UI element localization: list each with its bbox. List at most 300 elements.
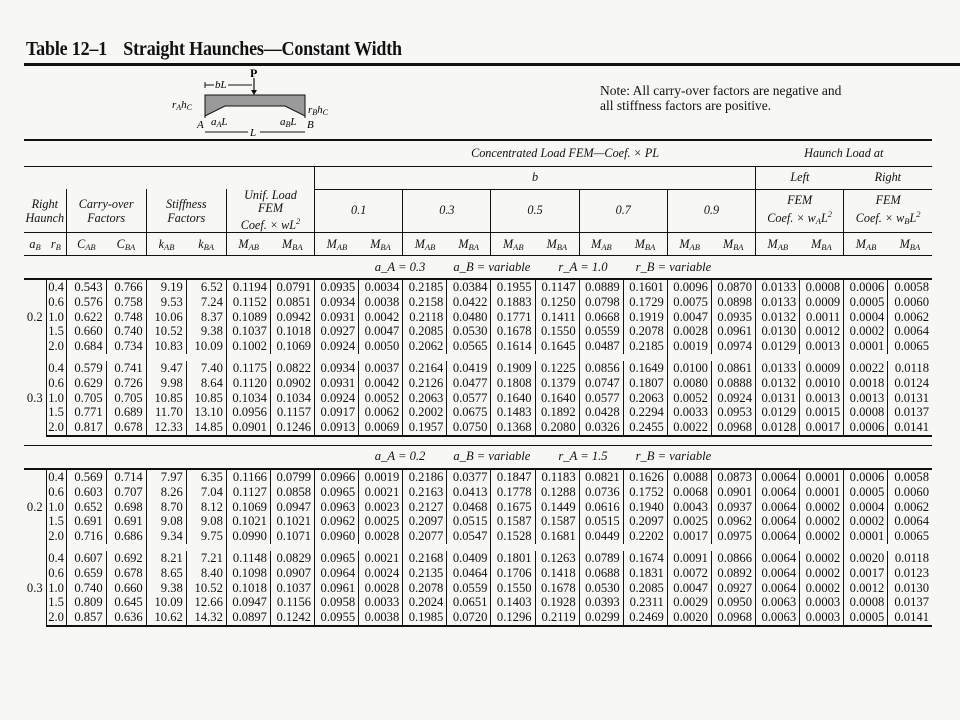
cell: 0.0927 [315, 324, 359, 339]
col-MAB: $M_{AB}$ [403, 233, 447, 256]
cell: 0.1152 [226, 295, 270, 310]
cell: 0.0013 [800, 391, 844, 406]
col-MAB: $M_{AB}$ [667, 233, 711, 256]
cell: 9.38 [186, 324, 226, 339]
cell: 0.1587 [491, 514, 535, 529]
cell: 0.2119 [535, 610, 579, 626]
cell: 0.0128 [756, 420, 800, 436]
col-MBA: $M_{BA}$ [270, 233, 314, 256]
cell: 0.0052 [359, 391, 403, 406]
cell: 0.1892 [535, 405, 579, 420]
svg-text:aAL: aAL [211, 116, 228, 129]
title-rule [24, 63, 960, 66]
cell: 14.32 [186, 610, 226, 626]
cell: 0.0870 [711, 279, 755, 295]
section-parameters [24, 445, 932, 469]
cell: 0.0960 [315, 529, 359, 544]
cell: 0.1985 [403, 610, 447, 626]
cell: 0.0012 [844, 581, 888, 596]
col-CAB: $C_{AB}$ [66, 233, 106, 256]
param-aB: a_B = variable [453, 259, 531, 274]
cell: 0.0002 [800, 500, 844, 515]
table-row [24, 581, 932, 596]
cell: 0.0021 [359, 551, 403, 566]
cell: 0.0961 [315, 581, 359, 596]
cell: 10.52 [146, 324, 186, 339]
cell: 0.0530 [447, 324, 491, 339]
cell: 8.40 [186, 566, 226, 581]
cell: 0.2063 [623, 391, 667, 406]
cell: 0.0042 [359, 376, 403, 391]
cell: 0.0750 [447, 420, 491, 436]
cell: 0.0029 [667, 595, 711, 610]
cell: 0.0515 [447, 514, 491, 529]
cell: 0.0018 [844, 376, 888, 391]
cell: 0.0002 [800, 514, 844, 529]
table-row [24, 391, 932, 406]
cell: 2.0 [46, 610, 66, 626]
cell: 0.1678 [535, 581, 579, 596]
cell: 0.766 [106, 279, 146, 295]
col-aB: $a_B$ [24, 233, 46, 256]
cell: 0.0384 [447, 279, 491, 295]
cell: 0.758 [106, 295, 146, 310]
cell: 0.1674 [623, 551, 667, 566]
cell: 0.0942 [270, 310, 314, 325]
cell: 0.1847 [491, 469, 535, 485]
cell: 6.52 [186, 279, 226, 295]
cell: 0.0953 [711, 405, 755, 420]
cell: 0.0008 [844, 405, 888, 420]
cell: 0.678 [106, 420, 146, 436]
cell: 0.1021 [270, 514, 314, 529]
fem-left-heading: FEM Coef. × $w_AL^2$ [756, 189, 844, 233]
cell: 0.0897 [226, 610, 270, 626]
cell: 10.85 [146, 391, 186, 406]
cell: 0.0001 [800, 469, 844, 485]
unif-load-heading: Unif. Load FEM Coef. × $wL^2$ [226, 189, 314, 233]
cell: 0.0133 [756, 361, 800, 376]
haunch-load-heading: Haunch Load at [804, 146, 884, 160]
cell: 0.0917 [315, 405, 359, 420]
cell: 0.0958 [315, 595, 359, 610]
cell: 0.2135 [403, 566, 447, 581]
cell: 0.0124 [894, 375, 929, 390]
cell: 0.2085 [623, 581, 667, 596]
cell: 0.645 [106, 595, 146, 610]
cell: 0.1940 [623, 500, 667, 515]
cell: 0.0015 [800, 405, 844, 420]
cell: 0.0913 [315, 420, 359, 436]
param-aA: a_A = 0.3 [374, 259, 426, 274]
cell: 0.1928 [535, 595, 579, 610]
cell: 0.1957 [403, 420, 447, 436]
cell: 0.1037 [270, 581, 314, 596]
note-line-2: all stiffness factors are positive. [600, 98, 772, 113]
param-rB: r_B = variable [635, 449, 712, 464]
cell: 0.0064 [756, 500, 800, 515]
cell: 0.2077 [403, 529, 447, 544]
cell: 0.0064 [756, 529, 800, 544]
col-kBA: $k_{BA}$ [186, 233, 226, 256]
cell: 0.0798 [579, 295, 623, 310]
cell: 0.652 [66, 500, 106, 515]
cell: 0.0008 [800, 279, 844, 295]
cell: 0.1778 [491, 485, 535, 500]
cell: 14.85 [186, 420, 226, 436]
aB-value: 0.3 [24, 551, 46, 626]
col-MBA: $M_{BA}$ [447, 233, 491, 256]
cell: 0.1601 [623, 279, 667, 295]
cell: 1.0 [46, 310, 66, 325]
cell: 0.0064 [894, 514, 929, 529]
cell: 0.0010 [800, 376, 844, 391]
cell: 0.1148 [226, 551, 270, 566]
cell: 0.0141 [888, 420, 932, 436]
cell: 0.0901 [711, 485, 755, 500]
cell: 0.0017 [800, 420, 844, 436]
cell: 0.0047 [667, 310, 711, 325]
cell: 0.0931 [315, 310, 359, 325]
cell: 0.0005 [844, 610, 888, 626]
cell: 0.1403 [491, 595, 535, 610]
cell: 0.1069 [270, 339, 314, 354]
cell: 0.0968 [711, 420, 755, 436]
cell: 8.37 [186, 310, 226, 325]
col-MAB: $M_{AB}$ [315, 233, 359, 256]
cell: 0.0003 [800, 595, 844, 610]
svg-text:bL: bL [215, 79, 227, 91]
cell: 0.0006 [844, 420, 888, 436]
cell: 1.5 [46, 324, 66, 339]
cell: 0.0065 [894, 529, 929, 544]
cell: 0.2202 [623, 529, 667, 544]
cell: 0.691 [66, 514, 106, 529]
cell: 0.0052 [667, 391, 711, 406]
cell: 0.1225 [535, 361, 579, 376]
stiffness-heading: Stiffness Factors [146, 189, 226, 233]
cell: 0.0892 [711, 566, 755, 581]
cell: 12.33 [146, 420, 186, 436]
cell: 0.0002 [800, 551, 844, 566]
cell: 0.2127 [403, 500, 447, 515]
cell: 0.0547 [447, 529, 491, 544]
cell: 0.1089 [226, 310, 270, 325]
cell: 0.0008 [844, 595, 888, 610]
cell: 0.1156 [270, 595, 314, 610]
col-MAB: $M_{AB}$ [756, 233, 800, 256]
cell: 0.0858 [270, 485, 314, 500]
cell: 0.0069 [359, 420, 403, 436]
cell: 0.0955 [315, 610, 359, 626]
cell: 10.09 [186, 339, 226, 354]
cell: 0.0515 [579, 514, 623, 529]
cell: 0.1483 [491, 405, 535, 420]
cell: 1.0 [46, 581, 66, 596]
cell: 0.1034 [270, 391, 314, 406]
cell: 0.0934 [315, 361, 359, 376]
cell: 0.0004 [844, 310, 888, 325]
cell: 1.5 [46, 514, 66, 529]
b-0.1: 0.1 [315, 189, 403, 233]
cell: 0.1626 [623, 469, 667, 485]
cell: 0.678 [106, 566, 146, 581]
cell: 0.0791 [270, 279, 314, 295]
cell: 0.1288 [535, 485, 579, 500]
cell: 0.0990 [226, 529, 270, 544]
param-rB: r_B = variable [635, 259, 712, 274]
cell: 0.6 [46, 376, 66, 391]
cell: 0.1675 [491, 500, 535, 515]
cell: 0.1120 [226, 376, 270, 391]
cell: 0.0023 [359, 500, 403, 515]
cell: 0.0009 [800, 361, 844, 376]
cell: 0.2163 [403, 485, 447, 500]
cell: 0.0377 [447, 469, 491, 485]
cell: 0.1807 [623, 376, 667, 391]
cell: 8.70 [146, 500, 186, 515]
cell: 0.0975 [711, 529, 755, 544]
cell: 0.0020 [667, 610, 711, 626]
cell: 0.0129 [756, 405, 800, 420]
cell: 0.0063 [756, 595, 800, 610]
cell: 0.1411 [535, 310, 579, 325]
cell: 0.771 [66, 405, 106, 420]
table-title [26, 38, 402, 61]
cell: 6.35 [186, 469, 226, 485]
cell: 0.1909 [491, 361, 535, 376]
cell: 0.0064 [756, 485, 800, 500]
cell: 0.684 [66, 339, 106, 354]
cell: 0.0062 [894, 309, 929, 324]
cell: 0.1883 [491, 295, 535, 310]
cell: 0.1729 [623, 295, 667, 310]
cell: 0.2078 [403, 581, 447, 596]
table-row [24, 551, 932, 566]
cell: 0.0326 [579, 420, 623, 436]
cell: 0.0559 [447, 581, 491, 596]
cell: 0.0047 [359, 324, 403, 339]
cell: 0.0487 [579, 339, 623, 354]
cell: 0.1002 [226, 339, 270, 354]
cell: 0.0022 [844, 361, 888, 376]
cell: 0.0688 [579, 566, 623, 581]
cell: 0.0013 [800, 339, 844, 354]
haunch-beam-diagram [170, 66, 350, 138]
cell: 0.0530 [579, 581, 623, 596]
cell: 0.2455 [623, 420, 667, 436]
cell: 0.0902 [270, 376, 314, 391]
cell: 0.2186 [403, 469, 447, 485]
cell: 0.2002 [403, 405, 447, 420]
cell: 0.0133 [756, 279, 800, 295]
cell: 0.0033 [667, 405, 711, 420]
cell: 0.0002 [800, 529, 844, 544]
cell: 0.0012 [800, 324, 844, 339]
cell: 0.0064 [756, 514, 800, 529]
cell: 0.0062 [359, 405, 403, 420]
cell: 0.0965 [315, 551, 359, 566]
cell: 0.1183 [535, 469, 579, 485]
cell: 0.1157 [270, 405, 314, 420]
cell: 0.1246 [270, 420, 314, 436]
cell: 2.0 [46, 420, 66, 436]
cell: 0.1706 [491, 566, 535, 581]
cell: 0.0064 [756, 551, 800, 566]
cell: 0.0428 [579, 405, 623, 420]
cell: 0.579 [66, 361, 106, 376]
concentrated-load-heading: Concentrated Load FEM—Coef. × PL [471, 146, 660, 160]
param-rA: r_A = 1.0 [558, 259, 608, 274]
cell: 10.52 [186, 581, 226, 596]
cell: 0.0947 [270, 500, 314, 515]
cell: 0.0003 [800, 610, 844, 626]
cell: 0.0736 [579, 485, 623, 500]
cell: 0.1831 [623, 566, 667, 581]
cell: 0.0025 [667, 514, 711, 529]
cell: 0.707 [106, 485, 146, 500]
cell: 0.1296 [491, 610, 535, 626]
table-row [24, 310, 932, 325]
cell: 8.26 [146, 485, 186, 500]
cell: 0.659 [66, 566, 106, 581]
cell: 9.75 [186, 529, 226, 544]
cell: 0.2097 [403, 514, 447, 529]
cell: 0.2164 [403, 361, 447, 376]
cell: 0.705 [66, 391, 106, 406]
cell: 0.1919 [623, 310, 667, 325]
cell: 0.0091 [667, 551, 711, 566]
cell: 0.0009 [800, 295, 844, 310]
cell: 0.817 [66, 420, 106, 436]
cell: 0.0888 [711, 376, 755, 391]
cell: 0.1801 [491, 551, 535, 566]
cell: 0.0962 [711, 514, 755, 529]
cell: 0.0968 [711, 610, 755, 626]
col-MBA: $M_{BA}$ [711, 233, 755, 256]
cell: 0.2294 [623, 405, 667, 420]
cell: 0.686 [106, 529, 146, 544]
cell: 0.0001 [800, 485, 844, 500]
cell: 0.0072 [667, 566, 711, 581]
table-row [24, 279, 932, 295]
cell: 2.0 [46, 339, 66, 354]
param-aB: a_B = variable [453, 449, 531, 464]
cell: 0.607 [66, 551, 106, 566]
cell: 0.543 [66, 279, 106, 295]
cell: 7.24 [186, 295, 226, 310]
cell: 13.10 [186, 405, 226, 420]
aB-value: 0.2 [24, 469, 46, 544]
cell: 0.2126 [403, 376, 447, 391]
cell: 0.0720 [447, 610, 491, 626]
cell: 0.0393 [579, 595, 623, 610]
table-number: Table 12–1 [26, 38, 108, 60]
col-MBA: $M_{BA}$ [359, 233, 403, 256]
svg-text:aBL: aBL [280, 116, 297, 129]
cell: 1.0 [46, 500, 66, 515]
cell: 0.740 [66, 581, 106, 596]
cell: 0.0002 [800, 566, 844, 581]
cell: 0.4 [46, 279, 66, 295]
cell: 0.0419 [447, 361, 491, 376]
cell: 0.2063 [403, 391, 447, 406]
cell: 12.66 [186, 595, 226, 610]
cell: 0.0137 [894, 595, 929, 610]
svg-text:P: P [250, 66, 258, 80]
cell: 0.0141 [888, 610, 932, 626]
table-row [24, 595, 932, 610]
cell: 0.4 [46, 361, 66, 376]
cell: 0.716 [66, 529, 106, 544]
cell: 0.0130 [756, 324, 800, 339]
cell: 0.6 [46, 295, 66, 310]
cell: 0.0616 [579, 500, 623, 515]
cell: 0.0931 [315, 376, 359, 391]
cell: 1.5 [46, 405, 66, 420]
cell: 0.0480 [447, 310, 491, 325]
cell: 0.0080 [667, 376, 711, 391]
cell: 0.1368 [491, 420, 535, 436]
section-label-row [24, 445, 932, 469]
cell: 0.0064 [756, 469, 800, 485]
cell: 0.1681 [535, 529, 579, 544]
cell: 0.0021 [359, 485, 403, 500]
right-heading: Right [844, 167, 932, 190]
cell: 0.1242 [270, 610, 314, 626]
cell: 0.0873 [711, 469, 755, 485]
cell: 0.0956 [226, 405, 270, 420]
col-MAB: $M_{AB}$ [226, 233, 270, 256]
cell: 0.0747 [579, 376, 623, 391]
cell: 0.0651 [447, 595, 491, 610]
table-title-text: Straight Haunches—Constant Width [123, 38, 402, 60]
cell: 0.0042 [359, 310, 403, 325]
cell: 0.0829 [270, 551, 314, 566]
cell: 0.660 [66, 324, 106, 339]
cell: 0.1071 [270, 529, 314, 544]
cell: 8.12 [186, 500, 226, 515]
svg-text:L: L [250, 127, 257, 138]
cell: 0.705 [106, 391, 146, 406]
cell: 0.809 [66, 595, 106, 610]
cell: 0.0068 [667, 485, 711, 500]
section-label-row [24, 256, 932, 280]
cell: 0.576 [66, 295, 106, 310]
cell: 0.0123 [894, 565, 929, 580]
table-row [24, 500, 932, 515]
col-MBA: $M_{BA}$ [535, 233, 579, 256]
table-row [24, 610, 932, 626]
cell: 10.09 [146, 595, 186, 610]
cell: 0.0927 [711, 581, 755, 596]
cell: 0.2097 [623, 514, 667, 529]
cell: 0.0974 [711, 339, 755, 354]
table-row [24, 469, 932, 485]
cell: 0.0024 [359, 566, 403, 581]
cell: 0.1587 [535, 514, 579, 529]
cell: 0.2311 [623, 595, 667, 610]
table-row [24, 420, 932, 436]
cell: 0.622 [66, 310, 106, 325]
cell: 0.0577 [579, 391, 623, 406]
cell: 0.0002 [800, 581, 844, 596]
carryover-heading: Carry-over Factors [66, 189, 146, 233]
note-line-1: Note: All carry-over factors are negative and [600, 83, 842, 98]
cell: 0.0006 [844, 469, 888, 485]
cell: 0.0019 [667, 339, 711, 354]
cell: 0.0020 [844, 551, 888, 566]
